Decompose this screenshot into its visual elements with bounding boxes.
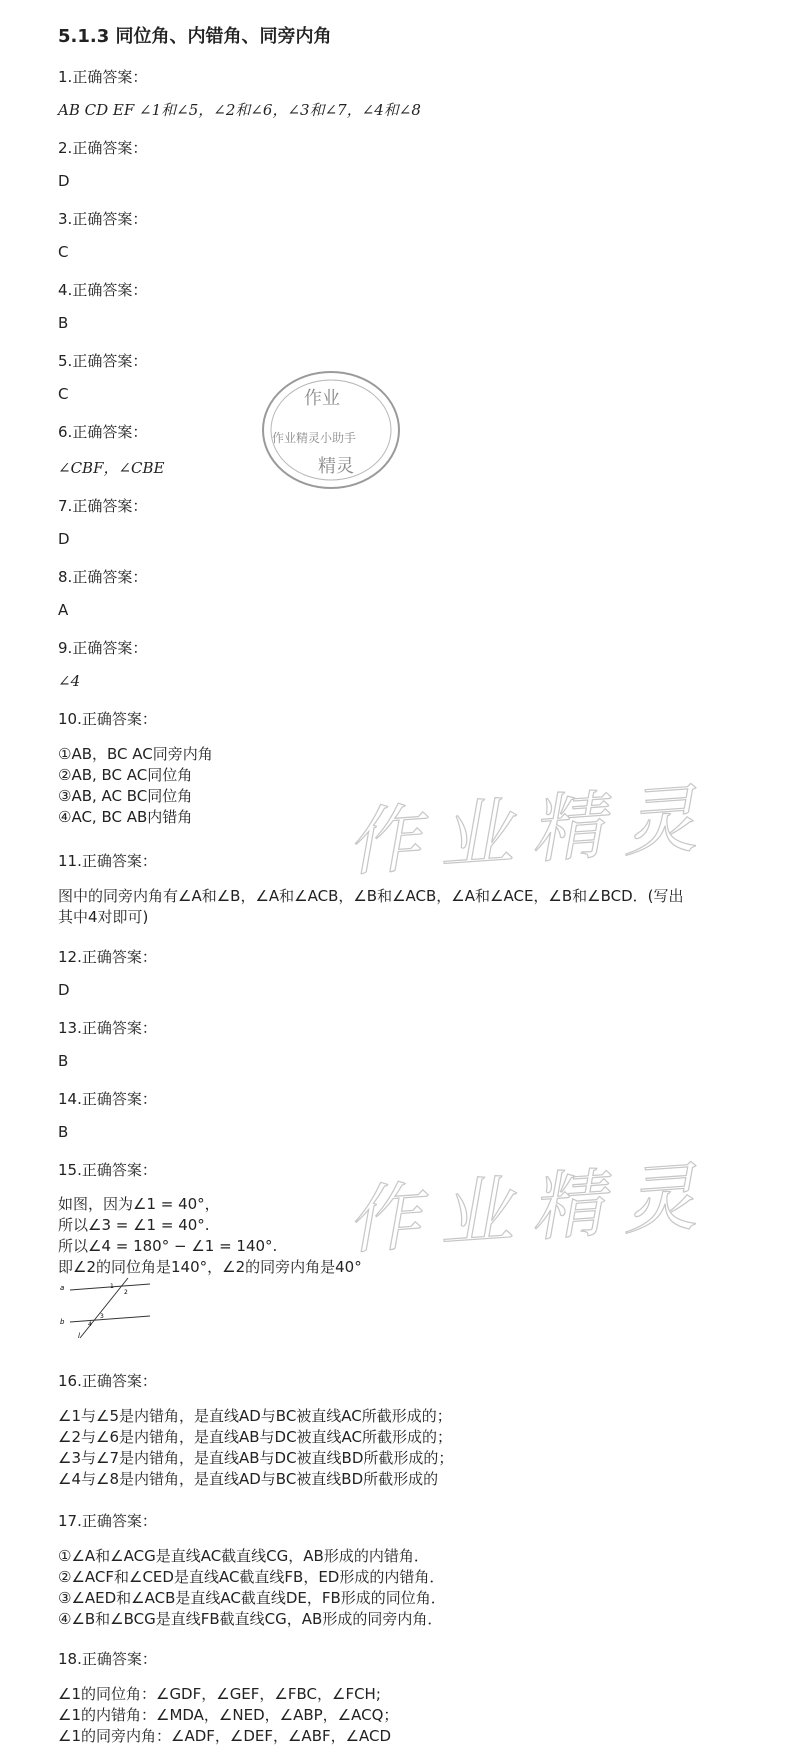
question-10-label: 10.正确答案： (58, 710, 157, 728)
answer-12: D (58, 981, 70, 999)
question-11-label: 11.正确答案： (58, 852, 157, 870)
stamp-middle-text: 作业精灵小助手 (272, 431, 357, 445)
answer-10: ①AB，BC AC同旁内角 ②AB, BC AC同位角 ③AB, AC BC同位角 ④AC, BC AB内错角 (58, 745, 213, 826)
question-8-label: 8.正确答案： (58, 568, 148, 586)
answer-3: C (58, 243, 69, 261)
question-5-label: 5.正确答案： (58, 352, 148, 370)
question-18-label: 18.正确答案： (58, 1650, 157, 1668)
question-4-label: 4.正确答案： (58, 281, 148, 299)
answer-4: B (58, 314, 69, 332)
angle-1-label: 1 (110, 1283, 114, 1290)
answer-15: 如图，因为∠1 = 40°， 所以∠3 = ∠1 = 40°. 所以∠4 = 180° − ∠1 = 140°. 即∠2的同位角是140°，∠2的同旁内角是40° (58, 1195, 362, 1276)
answer-17: ①∠A和∠ACG是直线AC截直线CG，AB形成的内错角． ②∠ACF和∠CED是直线AC截直线FB，ED形成的内错角． ③∠AED和∠ACB是直线AC截直线DE，FB形成的同位角． ④∠B和∠BCG是直线FB截直线CG，AB形成的同旁内角． (58, 1547, 446, 1628)
angle-2-label: 2 (124, 1289, 128, 1296)
question-13-label: 13.正确答案： (58, 1019, 157, 1037)
answer-1: AB CD EF ∠1和∠5，∠2和∠6，∠3和∠7，∠4和∠8 (58, 101, 421, 119)
line-b-label: b (60, 1318, 65, 1326)
question-3-label: 3.正确答案： (58, 210, 148, 228)
line-a-label: a (60, 1284, 65, 1292)
answer-7: D (58, 530, 70, 548)
stamp-top-text: 作业 (304, 388, 340, 409)
page-title: 5.1.3 同位角、内错角、同旁内角 (58, 26, 332, 47)
question-7-label: 7.正确答案： (58, 497, 148, 515)
answer-18: ∠1的同位角：∠GDF，∠GEF，∠FBC，∠FCH; ∠1的内错角：∠MDA，∠NED，∠ABP，∠ACQ； ∠1的同旁内角：∠ADF，∠DEF，∠ABF，∠ACD (58, 1685, 399, 1745)
answer-2: D (58, 172, 70, 190)
question-6-label: 6.正确答案： (58, 423, 148, 441)
question-12-label: 12.正确答案： (58, 948, 157, 966)
answer-6: ∠CBF，∠CBE (58, 459, 165, 477)
watermark-1: 作业精灵 (343, 775, 717, 887)
answer-9: ∠4 (58, 672, 81, 690)
answer-14: B (58, 1123, 69, 1141)
answer-13: B (58, 1052, 69, 1070)
stamp-logo (256, 360, 406, 500)
question-17-label: 17.正确答案： (58, 1512, 157, 1530)
watermark-2: 作业精灵 (343, 1153, 717, 1265)
angle-3-label: 3 (100, 1313, 104, 1320)
question-14-label: 14.正确答案： (58, 1090, 157, 1108)
answer-5: C (58, 385, 69, 403)
parallel-lines-figure (58, 1276, 158, 1342)
question-16-label: 16.正确答案： (58, 1372, 157, 1390)
question-15-label: 15.正确答案： (58, 1161, 157, 1179)
angle-4-label: 4 (88, 1321, 92, 1328)
question-2-label: 2.正确答案： (58, 139, 148, 157)
question-1-label: 1.正确答案： (58, 68, 148, 86)
stamp-bottom-text: 精灵 (318, 456, 354, 477)
answer-11: 图中的同旁内角有∠A和∠B，∠A和∠ACB，∠B和∠ACB，∠A和∠ACE，∠B和∠BCD．(写出 其中4对即可) (58, 887, 684, 926)
answer-16: ∠1与∠5是内错角，是直线AD与BC被直线AC所截形成的； ∠2与∠6是内错角，是直线AB与DC被直线AC所截形成的； ∠3与∠7是内错角，是直线AB与DC被直线BD所截形成的； ∠4与∠8是内错角，是直线AD与BC被直线BD所截形成的 (58, 1407, 454, 1488)
question-9-label: 9.正确答案： (58, 639, 148, 657)
line-l-label: l (78, 1332, 80, 1340)
answer-8: A (58, 601, 69, 619)
